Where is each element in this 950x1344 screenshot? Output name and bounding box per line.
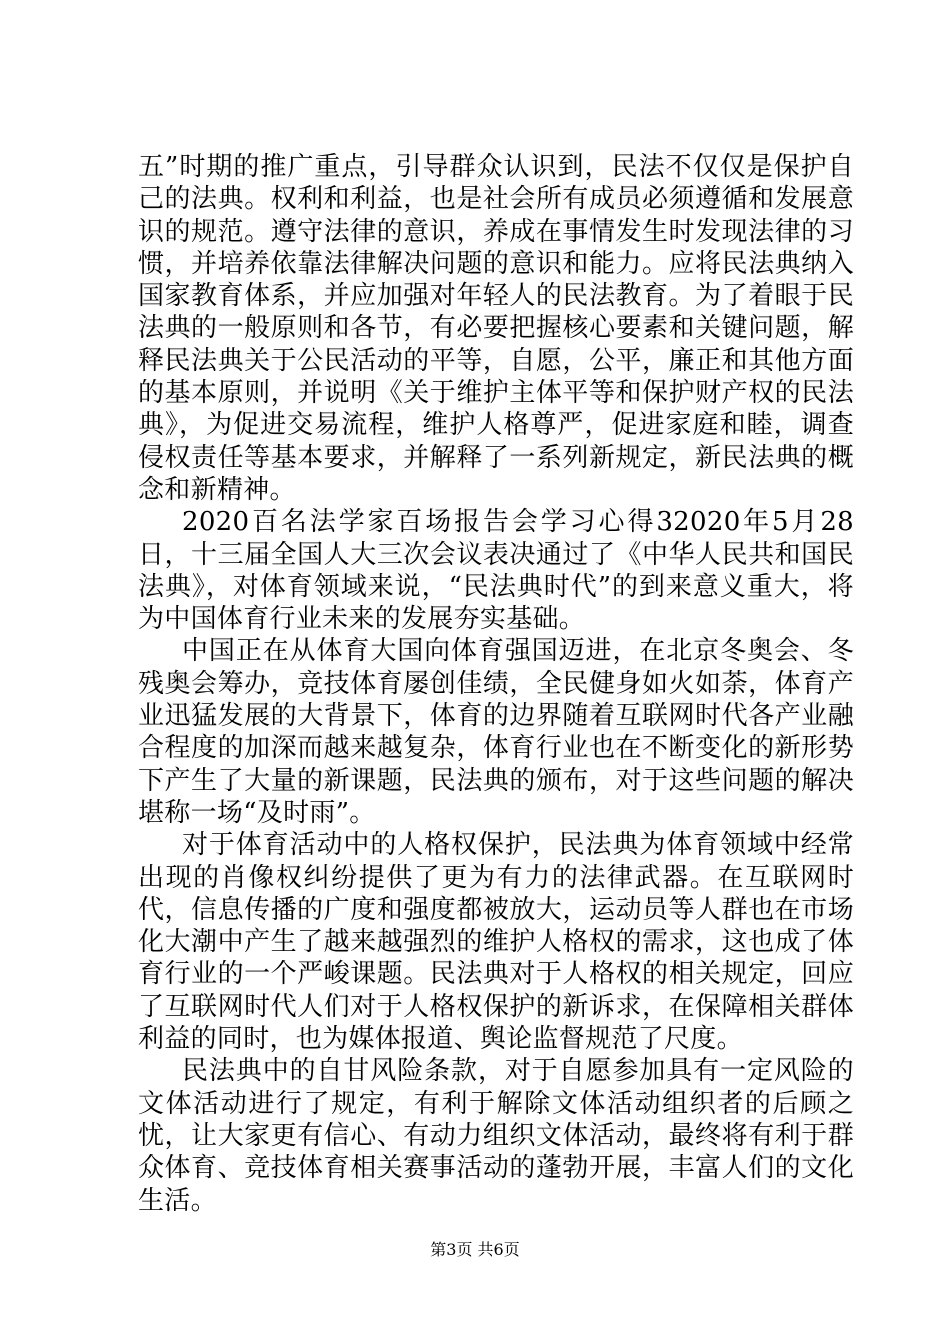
paragraph-2: 2020百名法学家百场报告会学习心得32020年5月28日，十三届全国人大三次会议表决通过了《中华人民共和国民法典》，对体育领域来说，“民法典时代”的到来意义重大，将为中国体育行业未来的发展夯实基础。 [138,507,854,635]
paragraph-1: 五”时期的推广重点，引导群众认识到，民法不仅仅是保护自己的法典。权利和利益，也是社会所有成员必须遵循和发展意识的规范。遵守法律的意识，养成在事情发生时发现法律的习惯，并培养依靠法律解决问题的意识和能力。应将民法典纳入国家教育体系，并应加强对年轻人的民法教育。为了着眼于民法典的一般原则和各节，有必要把握核心要素和关键问题，解释民法典关于公民活动的平等，自愿，公平，廉正和其他方面的基本原则，并说明《关于维护主体平等和保护财产权的民法典》，为促进交易流程，维护人格尊严，促进家庭和睦，调查侵权责任等基本要求，并解释了一系列新规定，新民法典的概念和新精神。 [138,152,854,505]
paragraph-3: 中国正在从体育大国向体育强国迈进，在北京冬奥会、冬残奥会筹办，竞技体育屡创佳绩，全民健身如火如荼，体育产业迅猛发展的大背景下，体育的边界随着互联网时代各产业融合程度的加深而越来越复杂，体育行业也在不断变化的新形势下产生了大量的新课题，民法典的颁布，对于这些问题的解决堪称一场“及时雨”。 [138,636,854,828]
paragraph-4: 对于体育活动中的人格权保护，民法典为体育领域中经常出现的肖像权纠纷提供了更为有力的法律武器。在互联网时代，信息传播的广度和强度都被放大，运动员等人群也在市场化大潮中产生了越来越强烈的维护人格权的需求，这也成了体育行业的一个严峻课题。民法典对于人格权的相关规定，回应了互联网时代人们对于人格权保护的新诉求，在保障相关群体利益的同时，也为媒体报道、舆论监督规范了尺度。 [138,830,854,1055]
page-number-footer: 第3页 共6页 [430,1240,520,1259]
document-body [138,151,854,1217]
paragraph-5: 民法典中的自甘风险条款，对于自愿参加具有一定风险的文体活动进行了规定，有利于解除文体活动组织者的后顾之忧，让大家更有信心、有动力组织文体活动，最终将有利于群众体育、竞技体育相关赛事活动的蓬勃开展，丰富人们的文化生活。 [138,1056,854,1216]
